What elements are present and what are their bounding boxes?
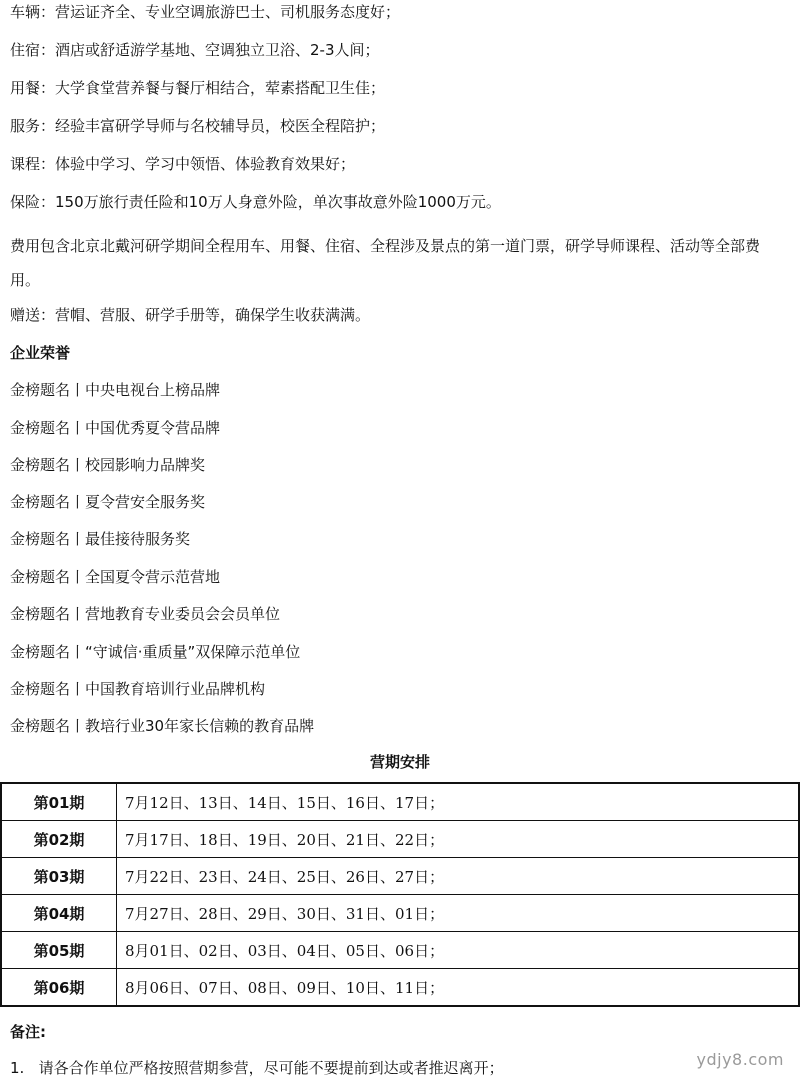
honor-item: 金榜题名丨教培行业30年家长信赖的教育品牌 xyxy=(10,717,315,735)
service-insurance: 保险：150万旅行责任险和10万人身意外险，单次事故意外险1000万元。 xyxy=(10,193,501,211)
dates-cell: 8月01日、02日、03日、04日、05日、06日； xyxy=(117,932,800,969)
table-row xyxy=(1,783,799,821)
honor-item: 金榜题名丨中国优秀夏令营品牌 xyxy=(10,419,221,437)
table-row xyxy=(1,895,799,932)
period-cell: 第02期 xyxy=(1,821,117,858)
honor-item: 金榜题名丨校园影响力品牌奖 xyxy=(10,456,206,474)
table-row xyxy=(1,932,799,969)
honor-item: 金榜题名丨中央电视台上榜品牌 xyxy=(10,381,221,399)
honor-item: 金榜题名丨夏令营安全服务奖 xyxy=(10,493,206,511)
service-lodging: 住宿：酒店或舒适游学基地、空调独立卫浴、2-3人间； xyxy=(10,41,380,59)
honor-item: 金榜题名丨营地教育专业委员会会员单位 xyxy=(10,605,281,623)
period-cell: 第06期 xyxy=(1,969,117,1007)
schedule-table xyxy=(0,782,800,1007)
service-meals: 用餐：大学食堂营养餐与餐厅相结合，荤素搭配卫生佳； xyxy=(10,79,386,97)
service-vehicle: 车辆：营运证齐全、专业空调旅游巴士、司机服务态度好； xyxy=(10,3,401,21)
table-row xyxy=(1,858,799,895)
honors-heading: 企业荣誉 xyxy=(10,344,71,362)
honor-item: 金榜题名丨全国夏令营示范营地 xyxy=(10,568,221,586)
honor-item: 金榜题名丨中国教育培训行业品牌机构 xyxy=(10,680,266,698)
fee-note: 费用包含北京北戴河研学期间全程用车、用餐、住宿、全程涉及景点的第一道门票，研学导师课程、活动等全部费用。 xyxy=(10,237,761,289)
service-courses: 课程：体验中学习、学习中领悟、体验教育效果好； xyxy=(10,155,356,173)
period-cell: 第03期 xyxy=(1,858,117,895)
table-row xyxy=(1,969,799,1007)
honor-item: 金榜题名丨“守诚信·重质量”双保障示范单位 xyxy=(10,643,301,661)
period-cell: 第04期 xyxy=(1,895,117,932)
notes-heading: 备注: xyxy=(10,1023,46,1041)
dates-cell: 8月06日、07日、08日、09日、10日、11日； xyxy=(117,969,800,1007)
dates-cell: 7月17日、18日、19日、20日、21日、22日； xyxy=(117,821,800,858)
watermark: ydjy8.com xyxy=(696,1050,784,1069)
gifts-line: 赠送：营帽、营服、研学手册等，确保学生收获满满。 xyxy=(10,306,371,324)
honor-item: 金榜题名丨最佳接待服务奖 xyxy=(10,530,191,548)
period-cell: 第05期 xyxy=(1,932,117,969)
dates-cell: 7月27日、28日、29日、30日、31日、01日； xyxy=(117,895,800,932)
note-item: 1. 请各合作单位严格按照营期参营，尽可能不要提前到达或者推迟离开； xyxy=(10,1059,504,1077)
service-staff: 服务：经验丰富研学导师与名校辅导员，校医全程陪护； xyxy=(10,117,386,135)
schedule-title: 营期安排 xyxy=(369,753,430,771)
dates-cell: 7月22日、23日、24日、25日、26日、27日； xyxy=(117,858,800,895)
table-row xyxy=(1,821,799,858)
dates-cell: 7月12日、13日、14日、15日、16日、17日； xyxy=(117,783,800,821)
period-cell: 第01期 xyxy=(1,783,117,821)
